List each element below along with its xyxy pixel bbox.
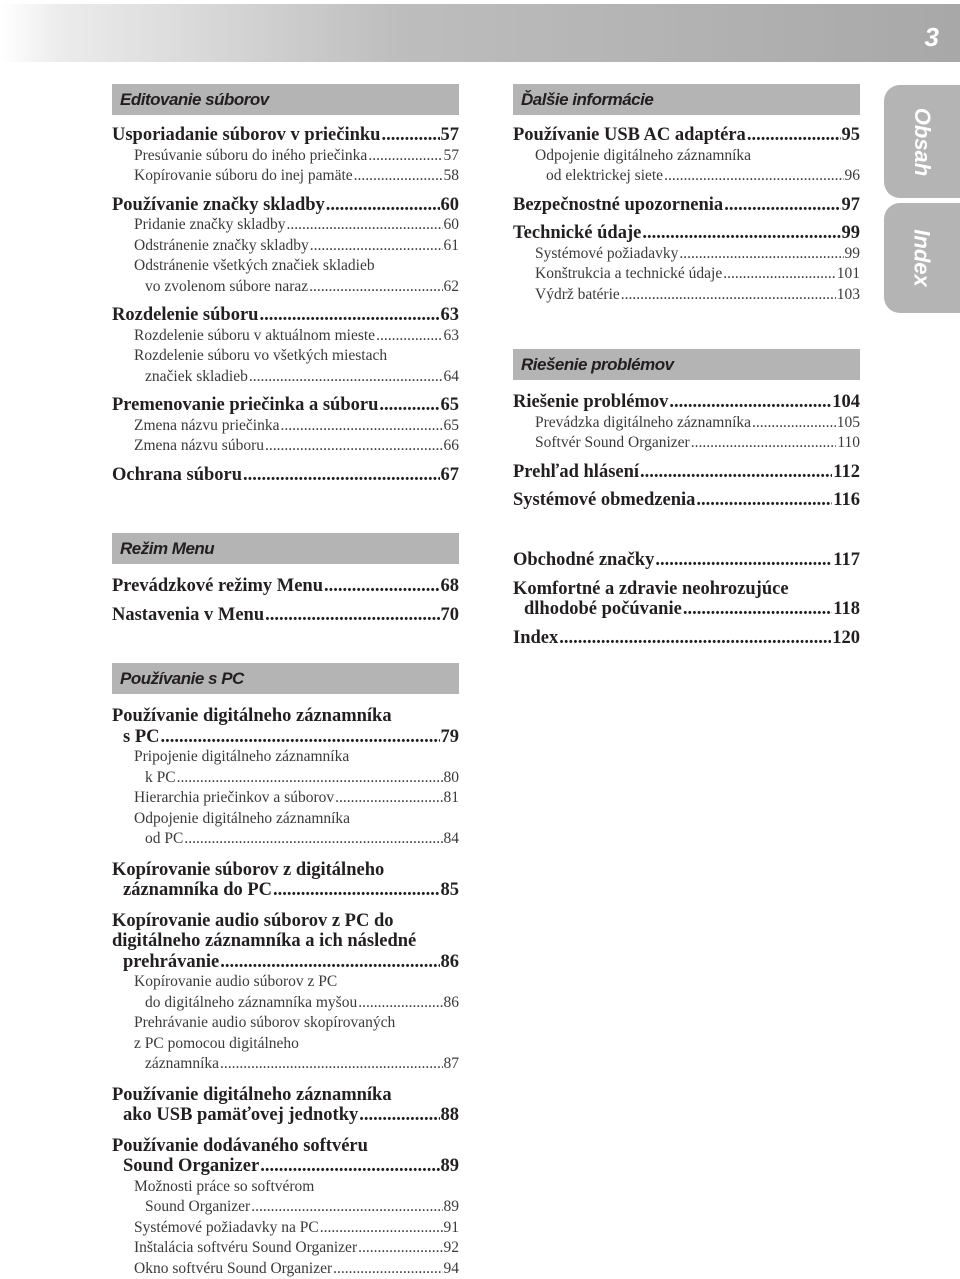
dot-leader	[724, 195, 840, 216]
entry-page-number: 60	[443, 216, 459, 233]
entry-page-number: 57	[443, 146, 459, 164]
page-number: 3	[924, 22, 938, 52]
entry-page-number: 99	[841, 223, 860, 243]
dot-leader	[259, 305, 439, 326]
dot-leader	[359, 1105, 439, 1126]
toc-entry[interactable]	[112, 195, 459, 216]
entry-title: Ochrana súboru	[112, 464, 243, 485]
dot-leader	[243, 465, 439, 486]
dot-leader	[679, 244, 843, 265]
entry-page-number: 58	[443, 167, 459, 184]
dot-leader	[184, 829, 442, 850]
dot-leader	[251, 1197, 442, 1218]
entry-title: Nastavenia v Menu	[112, 604, 265, 625]
entry-title-line: Používanie dodávaného softvéru	[112, 1135, 368, 1156]
toc-entry[interactable]	[513, 628, 860, 649]
entry-title: Prehľad hlásení	[513, 461, 640, 482]
entry-page-number: 95	[841, 125, 860, 145]
entry-title: Prevádzkové režimy Menu	[112, 576, 323, 596]
entry-title: dlhodobé počúvanie	[524, 599, 682, 619]
dot-leader	[310, 236, 443, 257]
dot-leader	[287, 215, 443, 236]
dot-leader	[265, 605, 439, 626]
entry-title: od elektrickej siete	[546, 167, 664, 184]
entry-page-number: 64	[443, 367, 459, 385]
toc-subentry[interactable]	[112, 788, 459, 809]
entry-page-number: 70	[440, 604, 459, 625]
dot-leader	[273, 880, 439, 901]
entry-title-line: Komfortné a zdravie neohrozujúce	[513, 578, 789, 599]
entry-title-line: Pripojenie digitálneho záznamníka	[134, 748, 350, 765]
dot-leader	[309, 277, 442, 298]
entry-title: Softvér Sound Organizer	[535, 434, 690, 451]
toc-subentry[interactable]	[112, 809, 459, 850]
entry-title: k PC	[145, 768, 176, 786]
dot-leader	[249, 367, 443, 388]
dot-leader	[696, 490, 832, 511]
toc-entry[interactable]	[112, 125, 459, 146]
entry-title: Zmena názvu súboru	[134, 437, 264, 454]
toc-subentry[interactable]	[112, 1218, 459, 1239]
entry-title: Technické údaje	[513, 223, 642, 243]
entry-page-number: 61	[443, 236, 459, 254]
section-pc	[112, 663, 459, 1279]
entry-page-number: 84	[443, 830, 459, 847]
toc-subentry[interactable]	[513, 146, 860, 187]
entry-page-number: 85	[440, 880, 459, 900]
entry-title: Usporiadanie súborov v priečinku	[112, 125, 381, 145]
entry-page-number: 66	[443, 437, 459, 454]
dot-leader	[664, 166, 843, 187]
entry-page-number: 112	[833, 461, 860, 482]
entry-title-line: Kopírovanie audio súborov z PC	[134, 973, 338, 990]
entry-title: Kopírovanie súboru do inej pamäte	[134, 167, 353, 184]
dot-leader	[747, 125, 841, 146]
dot-leader	[333, 1259, 442, 1279]
entry-title: Sound Organizer	[123, 1156, 260, 1176]
entry-page-number: 63	[440, 305, 459, 325]
entry-title: Zmena názvu priečinka	[134, 416, 280, 434]
tab-index[interactable]	[884, 203, 960, 313]
toc-subentry[interactable]	[112, 1013, 459, 1075]
dot-leader	[324, 576, 440, 597]
entry-title: od PC	[145, 830, 184, 847]
toc-entry[interactable]	[112, 1085, 459, 1126]
entry-title: Konštrukcia a technické údaje	[535, 265, 723, 282]
dot-leader	[280, 416, 442, 437]
entry-page-number: 87	[443, 1055, 459, 1072]
dot-leader	[326, 195, 440, 216]
entry-title: Používanie značky skladby	[112, 194, 325, 215]
entry-page-number: 91	[443, 1218, 459, 1236]
entry-title: Pridanie značky skladby	[134, 216, 286, 233]
entry-title-line: Rozdelenie súboru vo všetkých miestach	[134, 347, 388, 364]
toc-subentry[interactable]	[112, 1259, 459, 1279]
entry-page-number: 86	[440, 951, 459, 972]
tab-index-label: Index	[910, 229, 935, 287]
entry-title: Riešenie problémov	[513, 392, 669, 412]
toc-subentry[interactable]	[112, 747, 459, 788]
section-extra	[513, 550, 860, 648]
top-header-bar	[0, 4, 960, 62]
entry-page-number: 60	[440, 194, 459, 215]
entry-title: Odstránenie značky skladby	[134, 236, 309, 254]
toc-subentry[interactable]	[513, 433, 860, 454]
toc-subentry[interactable]	[112, 215, 459, 236]
entry-title: Inštalácia softvéru Sound Organizer	[134, 1239, 358, 1256]
toc-entry[interactable]	[112, 465, 459, 486]
toc-subentry[interactable]	[513, 285, 860, 306]
entry-page-number: 79	[440, 726, 459, 747]
toc-entry[interactable]	[513, 462, 860, 483]
toc-entry[interactable]	[513, 195, 860, 216]
entry-title: Bezpečnostné upozornenia	[513, 194, 724, 215]
dot-leader	[752, 413, 836, 434]
entry-title: Rozdelenie súboru	[112, 305, 259, 325]
dot-leader	[655, 550, 832, 571]
dot-leader	[358, 1238, 442, 1259]
dot-leader	[320, 1218, 443, 1239]
toc-subentry[interactable]	[112, 346, 459, 387]
entry-page-number: 80	[443, 768, 459, 786]
dot-leader	[376, 326, 442, 347]
dot-leader	[358, 993, 442, 1014]
entry-title: Systémové obmedzenia	[513, 490, 696, 510]
section-title: Riešenie problémov	[513, 349, 860, 380]
toc-entry[interactable]	[112, 576, 459, 597]
section-rezim	[112, 533, 459, 625]
dot-leader	[691, 433, 837, 454]
entry-page-number: 57	[440, 125, 459, 145]
entry-title: Presúvanie súboru do iného priečinka	[134, 146, 368, 164]
dot-leader	[669, 392, 831, 413]
toc-entry[interactable]	[513, 579, 860, 620]
toc-entry[interactable]	[112, 1136, 459, 1177]
toc-subentry[interactable]	[112, 236, 459, 257]
section-title: Používanie s PC	[112, 663, 459, 694]
entry-title: Obchodné značky	[513, 550, 655, 570]
toc-list	[513, 125, 860, 305]
toc-entry[interactable]	[112, 605, 459, 626]
dot-leader	[723, 264, 836, 285]
section-editovanie	[112, 84, 459, 485]
entry-page-number: 101	[836, 265, 860, 282]
entry-page-number: 86	[443, 993, 459, 1011]
entry-title: Okno softvéru Sound Organizer	[134, 1259, 333, 1277]
entry-title-line: Prehrávanie audio súborov skopírovaných	[134, 1014, 396, 1031]
entry-page-number: 89	[443, 1198, 459, 1215]
entry-title: Sound Organizer	[145, 1198, 251, 1215]
toc-subentry[interactable]	[112, 256, 459, 297]
dot-leader	[260, 1156, 439, 1177]
dot-leader	[354, 166, 443, 187]
entry-title: Rozdelenie súboru v aktuálnom mieste	[134, 326, 376, 344]
entry-title: záznamníka	[145, 1055, 220, 1072]
toc-subentry[interactable]	[112, 166, 459, 187]
entry-page-number: 96	[844, 167, 860, 184]
entry-title-line: z PC pomocou digitálneho	[134, 1034, 299, 1052]
dot-leader	[161, 727, 440, 748]
entry-title-line: Odpojenie digitálneho záznamníka	[134, 809, 351, 827]
entry-title: Používanie USB AC adaptéra	[513, 125, 746, 145]
entry-title: Premenovanie priečinka a súboru	[112, 395, 379, 415]
toc-subentry[interactable]	[513, 413, 860, 434]
dot-leader	[640, 462, 832, 483]
section-dalsie	[513, 84, 860, 305]
entry-page-number: 65	[440, 395, 459, 415]
entry-page-number: 67	[440, 464, 459, 485]
tab-contents-label: Obsah	[910, 107, 935, 176]
section-title: Editovanie súborov	[112, 84, 459, 115]
entry-title-line: Odstránenie všetkých značiek skladieb	[134, 257, 375, 274]
dot-leader	[368, 146, 442, 167]
entry-page-number: 103	[836, 285, 860, 303]
entry-page-number: 89	[440, 1156, 459, 1176]
entry-title: vo zvolenom súbore naraz	[145, 277, 309, 295]
entry-title-line: Možnosti práce so softvérom	[134, 1177, 315, 1195]
toc-entry[interactable]	[112, 395, 459, 416]
entry-title-line: Kopírovanie audio súborov z PC do	[112, 910, 394, 931]
entry-title: Systémové požiadavky na PC	[134, 1218, 319, 1236]
entry-page-number: 94	[443, 1259, 459, 1277]
entry-page-number: 120	[832, 627, 860, 648]
toc-list	[513, 550, 860, 648]
toc-subentry[interactable]	[112, 436, 459, 457]
toc-subentry[interactable]	[513, 264, 860, 285]
toc-subentry[interactable]	[112, 1177, 459, 1218]
entry-title: Hierarchia priečinkov a súborov	[134, 789, 335, 806]
entry-page-number: 92	[443, 1239, 459, 1256]
entry-page-number: 99	[844, 244, 860, 262]
toc-entry[interactable]	[513, 550, 860, 571]
entry-title: záznamníka do PC	[123, 880, 273, 900]
section-title: Režim Menu	[112, 533, 459, 564]
section-riesenie	[513, 349, 860, 511]
entry-page-number: 110	[837, 434, 860, 451]
toc-subentry[interactable]	[513, 244, 860, 265]
dot-leader	[621, 285, 836, 306]
dot-leader	[642, 223, 840, 244]
entry-title: Index	[513, 627, 559, 648]
entry-title-line: digitálneho záznamníka a ich následné	[112, 931, 417, 951]
entry-title: Prevádzka digitálneho záznamníka	[535, 413, 752, 431]
entry-title: prehrávanie	[123, 951, 220, 972]
entry-page-number: 63	[443, 326, 459, 344]
dot-leader	[220, 1054, 442, 1075]
toc-list	[112, 576, 459, 625]
dot-leader	[379, 395, 439, 416]
entry-page-number: 117	[833, 550, 860, 570]
entry-title: Výdrž batérie	[535, 285, 620, 303]
toc-entry[interactable]	[112, 305, 459, 326]
entry-title: ako USB pamäťovej jednotky	[123, 1105, 359, 1125]
toc-entry[interactable]	[513, 223, 860, 244]
toc-list	[112, 125, 459, 485]
entry-title-line: Odpojenie digitálneho záznamníka	[535, 146, 752, 164]
entry-title-line: Používanie digitálneho záznamníka	[112, 706, 392, 726]
toc-subentry[interactable]	[112, 972, 459, 1013]
dot-leader	[559, 628, 831, 649]
entry-page-number: 68	[440, 576, 459, 596]
section-title: Ďalšie informácie	[513, 84, 860, 115]
dot-leader	[683, 599, 832, 620]
entry-title-line: Kopírovanie súborov z digitálneho	[112, 859, 385, 880]
entry-title: do digitálneho záznamníka myšou	[145, 993, 358, 1011]
tab-contents[interactable]	[884, 85, 960, 198]
dot-leader	[220, 952, 439, 973]
toc-list	[513, 392, 860, 511]
toc-subentry[interactable]	[112, 416, 459, 437]
entry-page-number: 104	[832, 392, 860, 412]
entry-page-number: 105	[836, 413, 860, 431]
entry-title: značiek skladieb	[145, 367, 248, 385]
toc-entry[interactable]	[112, 706, 459, 747]
entry-page-number: 62	[443, 277, 459, 295]
entry-page-number: 65	[443, 416, 459, 434]
entry-title: s PC	[123, 726, 160, 747]
toc-list	[112, 706, 459, 1279]
entry-title: Systémové požiadavky	[535, 244, 679, 262]
toc-entry[interactable]	[112, 860, 459, 901]
toc-subentry[interactable]	[112, 146, 459, 167]
toc-entry[interactable]	[513, 490, 860, 511]
entry-page-number: 81	[443, 789, 459, 806]
dot-leader	[381, 125, 439, 146]
toc-entry[interactable]	[513, 392, 860, 413]
toc-entry[interactable]	[513, 125, 860, 146]
entry-page-number: 97	[841, 194, 860, 215]
entry-page-number: 118	[833, 599, 860, 619]
toc-subentry[interactable]	[112, 326, 459, 347]
entry-page-number: 116	[833, 490, 860, 510]
entry-page-number: 88	[440, 1105, 459, 1125]
dot-leader	[335, 788, 442, 809]
entry-title-line: Používanie digitálneho záznamníka	[112, 1084, 392, 1105]
toc-subentry[interactable]	[112, 1238, 459, 1259]
dot-leader	[265, 436, 443, 457]
toc-entry[interactable]	[112, 911, 459, 973]
dot-leader	[177, 768, 443, 789]
